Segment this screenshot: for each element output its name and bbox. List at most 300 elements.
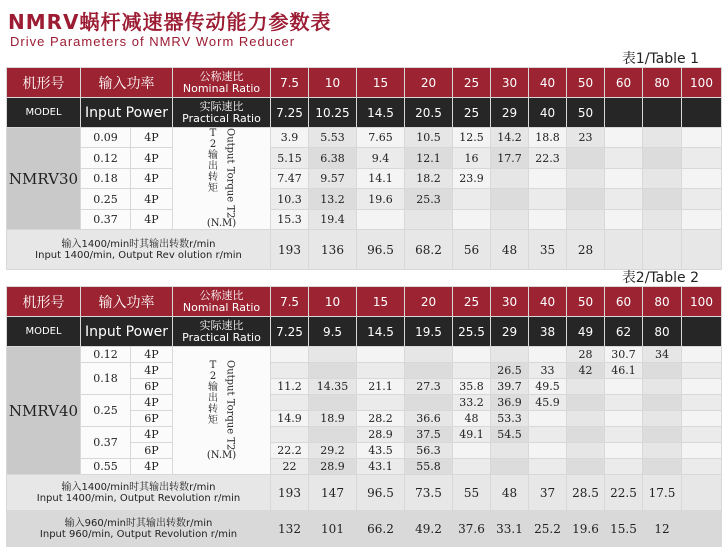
output-row — [7, 511, 722, 547]
output-value — [682, 511, 722, 547]
torque-value — [605, 189, 643, 209]
output-row — [7, 475, 722, 511]
output-value: 55 — [453, 475, 491, 511]
torque-value — [405, 209, 453, 230]
torque-label-cn: T2输出转矩 — [208, 128, 218, 194]
practical-ratio-cell: 29 — [491, 98, 529, 128]
torque-value — [309, 395, 357, 411]
torque-value: 14.35 — [309, 379, 357, 395]
torque-value — [529, 443, 567, 459]
torque-value: 6.38 — [309, 148, 357, 168]
output-value: 15.5 — [605, 511, 643, 547]
practical-ratio-cell: 80 — [643, 317, 682, 347]
torque-value — [453, 443, 491, 459]
output-value: 37 — [529, 475, 567, 511]
practical-ratio-cell: 7.25 — [271, 98, 309, 128]
torque-value — [529, 189, 567, 209]
torque-value: 3.9 — [271, 128, 309, 148]
torque-value: 28.9 — [309, 459, 357, 475]
pole-count: 4P — [131, 363, 173, 379]
torque-value — [453, 363, 491, 379]
nominal-ratio-cell: 15 — [357, 287, 405, 317]
table-row — [7, 459, 722, 475]
torque-value: 22.3 — [529, 148, 567, 168]
output-value: 96.5 — [357, 230, 405, 270]
nominal-ratio-cell: 80 — [643, 68, 682, 98]
torque-value: 7.47 — [271, 168, 309, 188]
torque-value — [643, 148, 682, 168]
torque-value — [405, 363, 453, 379]
practical-ratio-cell: 38 — [529, 317, 567, 347]
table2-nominal-row — [7, 287, 722, 317]
torque-value: 26.5 — [491, 363, 529, 379]
torque-value: 21.1 — [357, 379, 405, 395]
torque-value — [529, 427, 567, 443]
model-header-cn: 机形号 — [7, 68, 81, 98]
torque-value — [643, 379, 682, 395]
practical-ratio-cell — [605, 98, 643, 128]
torque-value: 45.9 — [529, 395, 567, 411]
practical-ratio-cell: 50 — [567, 98, 605, 128]
output-value: 101 — [309, 511, 357, 547]
practical-ratio-header — [173, 98, 271, 128]
output-row — [7, 230, 722, 270]
torque-value: 22 — [271, 459, 309, 475]
output-value: 28 — [567, 230, 605, 270]
output-value: 66.2 — [357, 511, 405, 547]
output-value: 37.6 — [453, 511, 491, 547]
torque-value — [529, 347, 567, 363]
model-name: NMRV30 — [7, 128, 81, 230]
output-value: 12 — [643, 511, 682, 547]
nominal-ratio-cell: 10 — [309, 287, 357, 317]
table-row — [7, 347, 722, 363]
output-value: 48 — [491, 475, 529, 511]
pole-count: 4P — [131, 395, 173, 411]
output-value: 35 — [529, 230, 567, 270]
torque-value: 28 — [567, 347, 605, 363]
torque-label — [173, 347, 271, 475]
output-value — [605, 230, 643, 270]
torque-value — [453, 347, 491, 363]
torque-value — [357, 363, 405, 379]
torque-label-cn: T2输出转矩 — [208, 359, 218, 426]
torque-value: 16 — [453, 148, 491, 168]
torque-label-en: Output Torque T2 — [224, 359, 236, 451]
nominal-ratio-cn: 公称速比 — [199, 288, 244, 302]
torque-value: 5.15 — [271, 148, 309, 168]
nominal-ratio-cell: 30 — [491, 68, 529, 98]
torque-value: 23 — [567, 128, 605, 148]
torque-value: 48 — [453, 411, 491, 427]
output-label — [7, 475, 271, 511]
page-title: NMRV蜗杆减速器传动能力参数表 — [8, 10, 332, 34]
power-kw: 0.18 — [81, 168, 131, 188]
torque-value — [491, 209, 529, 230]
output-value: 28.5 — [567, 475, 605, 511]
pole-count: 4P — [131, 128, 173, 148]
practical-ratio-cell: 20.5 — [405, 98, 453, 128]
torque-value — [682, 427, 722, 443]
table-row — [7, 395, 722, 411]
output-value — [643, 230, 682, 270]
power-header-en: Input Power — [81, 98, 173, 128]
torque-value: 42 — [567, 363, 605, 379]
power-header-cn: 输入功率 — [81, 287, 173, 317]
practical-ratio-en: Practical Ratio — [182, 330, 261, 344]
power-kw: 0.55 — [81, 459, 131, 475]
torque-value — [491, 459, 529, 475]
nominal-ratio-cell: 50 — [567, 68, 605, 98]
nominal-ratio-en: Nominal Ratio — [182, 81, 261, 95]
torque-value: 14.2 — [491, 128, 529, 148]
torque-value — [529, 459, 567, 475]
torque-value — [357, 395, 405, 411]
torque-value: 35.8 — [453, 379, 491, 395]
output-value: 193 — [271, 230, 309, 270]
power-kw: 0.09 — [81, 128, 131, 148]
torque-value — [567, 148, 605, 168]
torque-value — [605, 395, 643, 411]
torque-value — [529, 209, 567, 230]
practical-ratio-cell: 40 — [529, 98, 567, 128]
nominal-ratio-cell: 100 — [682, 68, 722, 98]
output-value — [682, 230, 722, 270]
power-header-cn: 输入功率 — [81, 68, 173, 98]
nominal-ratio-header — [173, 287, 271, 317]
torque-value: 43.1 — [357, 459, 405, 475]
nominal-ratio-cell: 30 — [491, 287, 529, 317]
pole-count: 4P — [131, 347, 173, 363]
power-kw: 0.12 — [81, 347, 131, 363]
torque-value — [271, 395, 309, 411]
nominal-ratio-cell: 40 — [529, 287, 567, 317]
torque-value: 14.1 — [357, 168, 405, 188]
torque-value: 43.5 — [357, 443, 405, 459]
torque-value — [682, 209, 722, 230]
torque-value: 18.9 — [309, 411, 357, 427]
torque-value: 19.4 — [309, 209, 357, 230]
torque-value — [605, 427, 643, 443]
practical-ratio-header — [173, 317, 271, 347]
output-value: 96.5 — [357, 475, 405, 511]
power-kw: 0.37 — [81, 209, 131, 230]
practical-ratio-cell — [643, 98, 682, 128]
torque-value — [567, 189, 605, 209]
table1-nominal-row — [7, 68, 722, 98]
nominal-ratio-cell: 40 — [529, 68, 567, 98]
page-subtitle: Drive Parameters of NMRV Worm Reducer — [10, 34, 296, 49]
pole-count: 4P — [131, 209, 173, 230]
output-label-cn: 输入1400/min时其输出转数r/min — [61, 481, 216, 493]
pole-count: 6P — [131, 411, 173, 427]
torque-value — [643, 189, 682, 209]
torque-unit: (N.M) — [206, 450, 237, 462]
torque-value — [682, 411, 722, 427]
output-value: 56 — [453, 230, 491, 270]
pole-count: 4P — [131, 168, 173, 188]
output-value: 136 — [309, 230, 357, 270]
table-row — [7, 209, 722, 230]
output-value: 49.2 — [405, 511, 453, 547]
torque-value: 27.3 — [405, 379, 453, 395]
output-label-en: Input 1400/min, Output Revolution r/min — [36, 492, 241, 504]
torque-value — [682, 363, 722, 379]
output-label — [7, 230, 271, 270]
nominal-ratio-cell: 50 — [567, 287, 605, 317]
torque-value — [605, 411, 643, 427]
torque-value: 46.1 — [605, 363, 643, 379]
practical-ratio-cn: 实际速比 — [199, 99, 244, 113]
torque-value — [309, 363, 357, 379]
torque-value: 28.2 — [357, 411, 405, 427]
torque-value: 23.9 — [453, 168, 491, 188]
output-label-en: Input 1400/min, Output Rev olution r/min — [35, 249, 242, 261]
pole-count: 4P — [131, 148, 173, 168]
practical-ratio-cell: 19.5 — [405, 317, 453, 347]
table2-label: 表2/Table 2 — [621, 270, 699, 286]
power-header-en: Input Power — [81, 317, 173, 347]
practical-ratio-en: Practical Ratio — [182, 111, 261, 125]
practical-ratio-cell: 25.5 — [453, 317, 491, 347]
torque-value — [682, 168, 722, 188]
practical-ratio-cell — [682, 98, 722, 128]
torque-value: 12.5 — [453, 128, 491, 148]
torque-value — [682, 459, 722, 475]
torque-value — [309, 347, 357, 363]
nominal-ratio-cell: 25 — [453, 68, 491, 98]
torque-value: 28.9 — [357, 427, 405, 443]
table1-practical-row — [7, 98, 722, 128]
nominal-ratio-cell: 25 — [453, 287, 491, 317]
torque-value — [643, 395, 682, 411]
torque-value: 34 — [643, 347, 682, 363]
output-value: 19.6 — [567, 511, 605, 547]
torque-value: 18.2 — [405, 168, 453, 188]
torque-value — [605, 168, 643, 188]
torque-value — [453, 189, 491, 209]
table2 — [6, 286, 722, 547]
torque-value: 9.57 — [309, 168, 357, 188]
output-value: 132 — [271, 511, 309, 547]
table-row — [7, 168, 722, 188]
torque-value: 55.8 — [405, 459, 453, 475]
model-header-cn: 机形号 — [7, 287, 81, 317]
torque-value: 5.53 — [309, 128, 357, 148]
output-value: 17.5 — [643, 475, 682, 511]
power-kw: 0.25 — [81, 395, 131, 427]
practical-ratio-cell: 9.5 — [309, 317, 357, 347]
torque-label — [173, 128, 271, 230]
practical-ratio-cell: 62 — [605, 317, 643, 347]
torque-value: 56.3 — [405, 443, 453, 459]
torque-label-en: Output Torque T2 — [224, 128, 236, 219]
output-value: 25.2 — [529, 511, 567, 547]
torque-value — [605, 148, 643, 168]
torque-value: 30.7 — [605, 347, 643, 363]
nominal-ratio-en: Nominal Ratio — [182, 300, 261, 314]
practical-ratio-cell: 29 — [491, 317, 529, 347]
torque-value: 7.65 — [357, 128, 405, 148]
torque-value: 54.5 — [491, 427, 529, 443]
practical-ratio-cell: 7.25 — [271, 317, 309, 347]
torque-value — [453, 459, 491, 475]
torque-value: 36.6 — [405, 411, 453, 427]
torque-value — [682, 148, 722, 168]
nominal-ratio-cell: 7.5 — [271, 68, 309, 98]
nominal-ratio-cell: 20 — [405, 68, 453, 98]
table2-practical-row — [7, 317, 722, 347]
torque-value — [643, 443, 682, 459]
torque-value — [605, 128, 643, 148]
nominal-ratio-cell: 80 — [643, 287, 682, 317]
torque-value — [643, 168, 682, 188]
model-name: NMRV40 — [7, 347, 81, 475]
torque-value — [491, 347, 529, 363]
nominal-ratio-header — [173, 68, 271, 98]
practical-ratio-cell — [682, 317, 722, 347]
torque-value — [529, 168, 567, 188]
power-kw: 0.25 — [81, 189, 131, 209]
power-kw: 0.12 — [81, 148, 131, 168]
output-value — [682, 475, 722, 511]
torque-value: 53.3 — [491, 411, 529, 427]
practical-ratio-cell: 49 — [567, 317, 605, 347]
pole-count: 6P — [131, 379, 173, 395]
torque-value — [567, 379, 605, 395]
torque-value: 37.5 — [405, 427, 453, 443]
torque-value — [682, 128, 722, 148]
torque-value: 13.2 — [309, 189, 357, 209]
torque-value: 15.3 — [271, 209, 309, 230]
torque-value — [309, 427, 357, 443]
torque-value: 33 — [529, 363, 567, 379]
torque-value — [605, 209, 643, 230]
torque-value: 18.8 — [529, 128, 567, 148]
torque-value — [567, 427, 605, 443]
torque-value: 12.1 — [405, 148, 453, 168]
torque-value: 25.3 — [405, 189, 453, 209]
torque-value — [643, 459, 682, 475]
torque-value — [357, 209, 405, 230]
torque-value: 9.4 — [357, 148, 405, 168]
torque-value — [405, 395, 453, 411]
practical-ratio-cell: 25 — [453, 98, 491, 128]
table-row — [7, 128, 722, 148]
output-label-en: Input 960/min, Output Revolution r/min — [39, 528, 238, 540]
nominal-ratio-cell: 60 — [605, 68, 643, 98]
table-row — [7, 189, 722, 209]
practical-ratio-cell: 14.5 — [357, 98, 405, 128]
output-value: 48 — [491, 230, 529, 270]
practical-ratio-cn: 实际速比 — [199, 318, 244, 332]
torque-value — [271, 363, 309, 379]
torque-value — [682, 395, 722, 411]
torque-value — [453, 209, 491, 230]
nominal-ratio-cell: 7.5 — [271, 287, 309, 317]
torque-value: 39.7 — [491, 379, 529, 395]
output-value: 193 — [271, 475, 309, 511]
pole-count: 6P — [131, 443, 173, 459]
torque-value — [567, 411, 605, 427]
output-label — [7, 511, 271, 547]
torque-value — [491, 443, 529, 459]
torque-value — [529, 411, 567, 427]
torque-value — [682, 379, 722, 395]
torque-value — [271, 347, 309, 363]
torque-value: 49.5 — [529, 379, 567, 395]
nominal-ratio-cell: 15 — [357, 68, 405, 98]
torque-value: 14.9 — [271, 411, 309, 427]
nominal-ratio-cn: 公称速比 — [199, 69, 244, 83]
power-kw: 0.18 — [81, 363, 131, 395]
nominal-ratio-cell: 10 — [309, 68, 357, 98]
output-value: 73.5 — [405, 475, 453, 511]
torque-value — [643, 209, 682, 230]
pole-count: 4P — [131, 459, 173, 475]
torque-value — [605, 459, 643, 475]
torque-value — [605, 443, 643, 459]
output-label-cn: 输入960/min时其输出转数r/min — [64, 517, 213, 529]
torque-value — [605, 379, 643, 395]
model-header-en: MODEL — [7, 98, 81, 128]
torque-value: 10.3 — [271, 189, 309, 209]
torque-value — [567, 168, 605, 188]
torque-value — [357, 347, 405, 363]
torque-value: 49.1 — [453, 427, 491, 443]
torque-unit: (N.M) — [206, 218, 237, 230]
table1 — [6, 67, 722, 270]
table-row — [7, 363, 722, 379]
torque-value: 10.5 — [405, 128, 453, 148]
torque-value: 22.2 — [271, 443, 309, 459]
torque-value: 29.2 — [309, 443, 357, 459]
practical-ratio-cell: 14.5 — [357, 317, 405, 347]
pole-count: 4P — [131, 189, 173, 209]
output-label-cn: 输入1400/min时其输出转数r/min — [61, 238, 216, 250]
pole-count: 4P — [131, 427, 173, 443]
torque-value — [567, 395, 605, 411]
torque-value — [491, 189, 529, 209]
nominal-ratio-cell: 60 — [605, 287, 643, 317]
torque-value — [271, 427, 309, 443]
torque-value — [567, 209, 605, 230]
output-value: 22.5 — [605, 475, 643, 511]
table-row — [7, 427, 722, 443]
output-value: 33.1 — [491, 511, 529, 547]
torque-value: 33.2 — [453, 395, 491, 411]
torque-value — [643, 411, 682, 427]
model-header-en: MODEL — [7, 317, 81, 347]
output-value: 147 — [309, 475, 357, 511]
torque-value — [643, 427, 682, 443]
torque-value: 17.7 — [491, 148, 529, 168]
torque-value — [682, 443, 722, 459]
nominal-ratio-cell: 20 — [405, 287, 453, 317]
table-row — [7, 148, 722, 168]
practical-ratio-cell: 10.25 — [309, 98, 357, 128]
output-value: 68.2 — [405, 230, 453, 270]
power-kw: 0.37 — [81, 427, 131, 459]
torque-value — [643, 128, 682, 148]
table1-label: 表1/Table 1 — [621, 51, 699, 67]
torque-value — [567, 459, 605, 475]
torque-value — [643, 363, 682, 379]
torque-value — [682, 189, 722, 209]
torque-value — [405, 347, 453, 363]
nominal-ratio-cell: 100 — [682, 287, 722, 317]
torque-value: 11.2 — [271, 379, 309, 395]
